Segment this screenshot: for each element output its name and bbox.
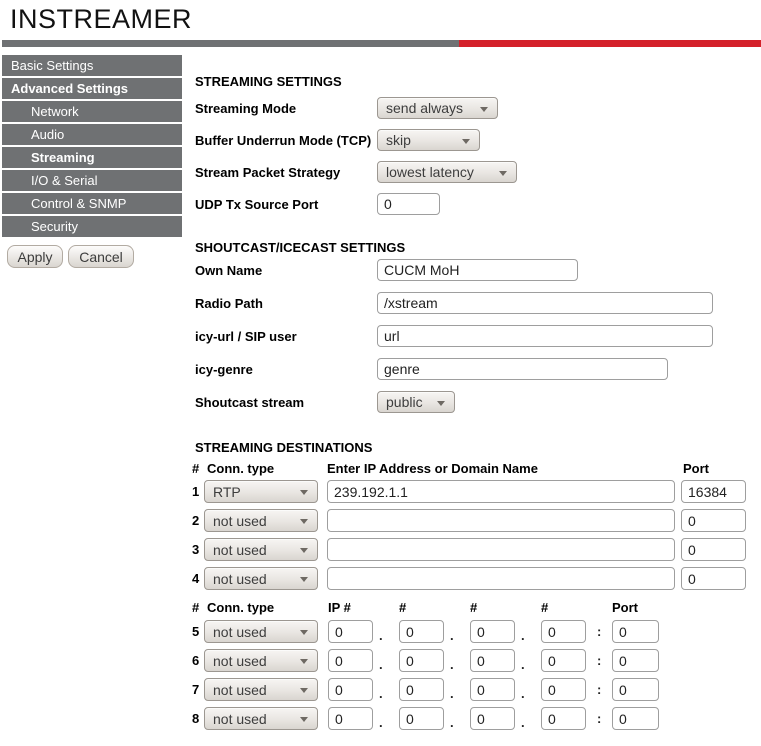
shoutcast-settings-heading: SHOUTCAST/ICECAST SETTINGS — [195, 240, 406, 255]
ip-dot-separator: . — [450, 628, 454, 643]
ip-dot-separator: . — [521, 715, 525, 730]
dest-row-7 — [0, 678, 761, 701]
dest-7-ip-octet4-input[interactable] — [541, 678, 586, 701]
dest-4-port-input[interactable] — [681, 567, 746, 590]
dest-5-ip-octet2-input[interactable] — [399, 620, 444, 643]
dest-8-ip-octet4-input[interactable] — [541, 707, 586, 730]
dest-row-2 — [0, 509, 761, 532]
dest-5-port-input[interactable] — [612, 620, 659, 643]
dest2-header-ip2: # — [399, 600, 407, 615]
dest-7-ip-octet1-input[interactable] — [328, 678, 373, 701]
dest-6-ip-octet3-input[interactable] — [470, 649, 515, 672]
dest-5-ip-octet3-input[interactable] — [470, 620, 515, 643]
dest-header-address: Enter IP Address or Domain Name — [327, 461, 538, 476]
streaming-mode-value: send always — [386, 100, 464, 116]
sidebar-item-basic-settings[interactable]: Basic Settings — [2, 55, 182, 76]
dest-7-conn-type-value: not used — [213, 681, 267, 698]
sidebar-item-advanced-settings[interactable]: Advanced Settings — [2, 78, 182, 99]
dest-row-number: 3 — [192, 542, 200, 557]
chevron-down-icon — [300, 490, 308, 495]
dest-row-6 — [0, 649, 761, 672]
stream-packet-strategy-label: Stream Packet Strategy — [195, 165, 341, 180]
dest-1-address-input[interactable] — [327, 480, 675, 503]
chevron-down-icon — [462, 139, 470, 144]
buffer-underrun-mode-value: skip — [386, 132, 411, 148]
dest-header-num: # — [192, 461, 200, 476]
icy-url-label: icy-url / SIP user — [195, 329, 297, 344]
own-name-label: Own Name — [195, 263, 263, 278]
ip-dot-separator: . — [521, 686, 525, 701]
chevron-down-icon — [437, 401, 445, 406]
radio-path-label: Radio Path — [195, 296, 263, 311]
dest-1-conn-type-value: RTP — [213, 483, 241, 500]
dest-8-ip-octet2-input[interactable] — [399, 707, 444, 730]
streaming-settings-heading: STREAMING SETTINGS — [195, 74, 342, 89]
dest-header-port: Port — [683, 461, 709, 476]
dest2-header-ip4: # — [541, 600, 549, 615]
sidebar-item-streaming[interactable]: Streaming — [2, 147, 182, 168]
dest-5-conn-type-select[interactable] — [204, 620, 318, 643]
streaming-destinations-heading: STREAMING DESTINATIONS — [195, 440, 373, 455]
page-title: INSTREAMER — [10, 4, 193, 34]
shoutcast-stream-value: public — [386, 394, 423, 410]
dest-2-conn-type-value: not used — [213, 512, 267, 529]
shoutcast-stream-label: Shoutcast stream — [195, 395, 305, 410]
udp-tx-source-port-label: UDP Tx Source Port — [195, 197, 319, 212]
stream-packet-strategy-select[interactable] — [377, 161, 517, 183]
chevron-down-icon — [300, 577, 308, 582]
dest-6-ip-octet2-input[interactable] — [399, 649, 444, 672]
sidebar-item-security[interactable]: Security — [2, 216, 182, 237]
port-colon-separator: : — [597, 682, 602, 697]
stream-packet-strategy-value: lowest latency — [386, 164, 474, 180]
dest-header-conn-type: Conn. type — [207, 461, 275, 476]
dest-4-conn-type-select[interactable] — [204, 567, 318, 590]
icy-url-input[interactable] — [377, 325, 713, 347]
dest-7-ip-octet3-input[interactable] — [470, 678, 515, 701]
dest2-header-port: Port — [612, 600, 638, 615]
dest-row-number: 8 — [192, 711, 200, 726]
dest-row-8 — [0, 707, 761, 730]
dest-6-ip-octet4-input[interactable] — [541, 649, 586, 672]
ip-dot-separator: . — [379, 686, 383, 701]
dest-row-3 — [0, 538, 761, 561]
dest2-header-ip1: IP # — [328, 600, 351, 615]
dest-row-number: 4 — [192, 571, 200, 586]
dest-1-conn-type-select[interactable] — [204, 480, 318, 503]
header-divider-red — [459, 40, 761, 47]
dest-7-ip-octet2-input[interactable] — [399, 678, 444, 701]
ip-dot-separator: . — [521, 657, 525, 672]
buffer-underrun-mode-label: Buffer Underrun Mode (TCP) — [195, 133, 372, 148]
dest-6-ip-octet1-input[interactable] — [328, 649, 373, 672]
chevron-down-icon — [300, 630, 308, 635]
sidebar-item-audio[interactable]: Audio — [2, 124, 182, 145]
chevron-down-icon — [300, 688, 308, 693]
dest-6-port-input[interactable] — [612, 649, 659, 672]
dest-6-conn-type-select[interactable] — [204, 649, 318, 672]
dest-4-address-input[interactable] — [327, 567, 675, 590]
dest-7-port-input[interactable] — [612, 678, 659, 701]
dest-row-5 — [0, 620, 761, 643]
dest-4-conn-type-value: not used — [213, 570, 267, 587]
chevron-down-icon — [300, 717, 308, 722]
radio-path-input[interactable] — [377, 292, 713, 314]
shoutcast-stream-select[interactable] — [377, 391, 455, 413]
ip-dot-separator: . — [450, 657, 454, 672]
chevron-down-icon — [300, 659, 308, 664]
apply-button[interactable]: Apply — [7, 245, 63, 268]
sidebar-item-io-serial[interactable]: I/O & Serial — [2, 170, 182, 191]
dest-3-conn-type-value: not used — [213, 541, 267, 558]
own-name-input[interactable] — [377, 259, 578, 281]
dest-row-number: 6 — [192, 653, 200, 668]
dest-8-ip-octet3-input[interactable] — [470, 707, 515, 730]
dest-2-conn-type-select[interactable] — [204, 509, 318, 532]
dest-2-address-input[interactable] — [327, 509, 675, 532]
streaming-mode-label: Streaming Mode — [195, 101, 297, 116]
sidebar-item-control-snmp[interactable]: Control & SNMP — [2, 193, 182, 214]
chevron-down-icon — [499, 171, 507, 176]
dest-6-conn-type-value: not used — [213, 652, 267, 669]
dest-3-address-input[interactable] — [327, 538, 675, 561]
dest-8-conn-type-value: not used — [213, 710, 267, 727]
dest-5-conn-type-value: not used — [213, 623, 267, 640]
ip-dot-separator: . — [379, 628, 383, 643]
ip-dot-separator: . — [450, 715, 454, 730]
dest-3-conn-type-select[interactable] — [204, 538, 318, 561]
icy-genre-input[interactable] — [377, 358, 668, 380]
sidebar-nav — [2, 55, 182, 239]
dest-row-number: 5 — [192, 624, 200, 639]
dest-3-port-input[interactable] — [681, 538, 746, 561]
port-colon-separator: : — [597, 624, 602, 639]
dest-2-port-input[interactable] — [681, 509, 746, 532]
header-divider-gray — [2, 40, 459, 47]
dest-5-ip-octet1-input[interactable] — [328, 620, 373, 643]
chevron-down-icon — [480, 107, 488, 112]
dest-8-ip-octet1-input[interactable] — [328, 707, 373, 730]
dest-row-1 — [0, 480, 761, 503]
port-colon-separator: : — [597, 711, 602, 726]
dest-5-ip-octet4-input[interactable] — [541, 620, 586, 643]
chevron-down-icon — [300, 548, 308, 553]
udp-tx-source-port-input[interactable] — [377, 193, 440, 215]
dest2-header-ip3: # — [470, 600, 478, 615]
dest-7-conn-type-select[interactable] — [204, 678, 318, 701]
cancel-button[interactable]: Cancel — [68, 245, 134, 268]
dest2-header-conn-type: Conn. type — [207, 600, 275, 615]
dest-8-port-input[interactable] — [612, 707, 659, 730]
dest-row-number: 7 — [192, 682, 200, 697]
port-colon-separator: : — [597, 653, 602, 668]
ip-dot-separator: . — [379, 715, 383, 730]
dest-1-port-input[interactable] — [681, 480, 746, 503]
dest-8-conn-type-select[interactable] — [204, 707, 318, 730]
dest2-header-num: # — [192, 600, 200, 615]
dest-row-number: 2 — [192, 513, 200, 528]
icy-genre-label: icy-genre — [195, 362, 253, 377]
streaming-mode-select[interactable] — [377, 97, 498, 119]
sidebar-item-network[interactable]: Network — [2, 101, 182, 122]
ip-dot-separator: . — [379, 657, 383, 672]
buffer-underrun-mode-select[interactable] — [377, 129, 480, 151]
dest-row-number: 1 — [192, 484, 200, 499]
ip-dot-separator: . — [450, 686, 454, 701]
ip-dot-separator: . — [521, 628, 525, 643]
chevron-down-icon — [300, 519, 308, 524]
dest-row-4 — [0, 567, 761, 590]
